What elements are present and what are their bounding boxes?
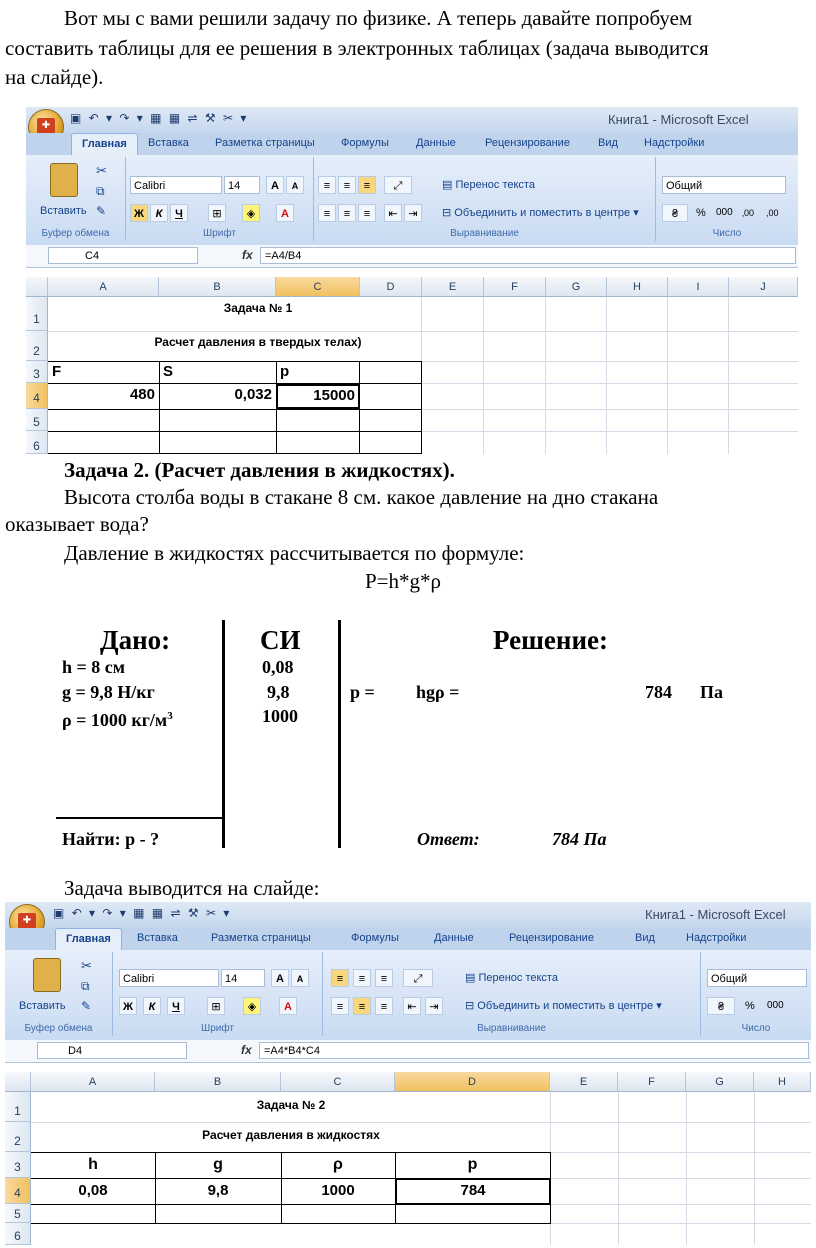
- underline-button[interactable]: Ч: [170, 204, 188, 222]
- italic-button-2[interactable]: К: [143, 997, 161, 1015]
- wrap-text-label: Перенос текста: [455, 179, 535, 191]
- orientation-icon-2[interactable]: ⤢: [403, 969, 433, 987]
- wrap-text-icon: ▤: [442, 179, 456, 191]
- grow-font-button-2[interactable]: A: [271, 969, 289, 987]
- shrink-font-button[interactable]: A: [286, 176, 304, 194]
- align-middle-icon-2[interactable]: ≡: [353, 969, 371, 987]
- sheet2-value-a4[interactable]: 0,08: [78, 1182, 108, 1199]
- row2-header-2[interactable]: 2: [5, 1122, 31, 1152]
- si-h: 0,08: [262, 657, 294, 677]
- increase-indent-icon[interactable]: ⇥: [404, 204, 422, 222]
- fill-color-icon-2[interactable]: ◈: [243, 997, 261, 1015]
- sheet1-value-c4[interactable]: 15000: [276, 384, 360, 409]
- name-box-2[interactable]: D4: [37, 1042, 187, 1059]
- formula-input[interactable]: =A4/B4: [260, 247, 796, 264]
- tab-addins-2[interactable]: Надстройки: [686, 932, 747, 944]
- currency-icon-2[interactable]: ₴: [707, 997, 735, 1015]
- row-header-2[interactable]: 2: [26, 331, 48, 361]
- tab-insert-2[interactable]: Вставка: [137, 932, 178, 944]
- task2-heading: Задача 2. (Расчет давления в жидкостях).: [64, 458, 455, 482]
- row-header-3[interactable]: 3: [26, 361, 48, 383]
- percent-button[interactable]: %: [696, 207, 706, 219]
- sheet1-value-a4[interactable]: 480: [129, 386, 155, 403]
- decrease-indent-icon[interactable]: ⇤: [384, 204, 402, 222]
- borders-icon-2[interactable]: ⊞: [207, 997, 225, 1015]
- tab-view[interactable]: Вид: [598, 137, 618, 149]
- orientation-icon[interactable]: ⤢: [384, 176, 412, 194]
- font-group: [126, 157, 314, 241]
- intro-line-3: на слайде).: [5, 65, 104, 89]
- si-rho: 1000: [262, 706, 298, 726]
- p-formula: hgρ =: [416, 682, 460, 702]
- col2-header-g[interactable]: G: [686, 1072, 754, 1092]
- group-label-number: Число: [712, 228, 742, 239]
- increase-decimal-button[interactable]: ‚00: [742, 208, 755, 218]
- tab-data[interactable]: Данные: [416, 137, 456, 149]
- align-bottom-icon[interactable]: ≡: [358, 176, 376, 194]
- tab-page-layout[interactable]: Разметка страницы: [215, 137, 315, 149]
- wrap-text-button-2[interactable]: [465, 968, 558, 988]
- tab-formulas[interactable]: Формулы: [341, 137, 389, 149]
- merge-icon-2: ⊟: [465, 1000, 478, 1012]
- grow-font-button[interactable]: A: [266, 176, 284, 194]
- col-header-c[interactable]: C: [276, 277, 360, 297]
- si-g: 9,8: [267, 682, 290, 702]
- row2-header-5[interactable]: 5: [5, 1204, 31, 1223]
- excel-screenshot-2: [5, 902, 811, 1245]
- col2-header-h[interactable]: H: [754, 1072, 811, 1092]
- col2-header-b[interactable]: B: [155, 1072, 281, 1092]
- align-bottom-icon-2[interactable]: ≡: [375, 969, 393, 987]
- decrease-decimal-button[interactable]: ,00: [766, 208, 779, 218]
- tab-view-2[interactable]: Вид: [635, 932, 655, 944]
- task2-text-2: оказывает вода?: [5, 512, 149, 536]
- align-center-icon[interactable]: ≡: [338, 204, 356, 222]
- merge-center-label-2: Объединить и поместить в центре: [477, 1000, 654, 1012]
- given-h: h = 8 см: [62, 657, 126, 677]
- tab-review[interactable]: Рецензирование: [485, 137, 570, 149]
- sheet-grid[interactable]: [48, 297, 798, 454]
- col2-header-c[interactable]: C: [281, 1072, 395, 1092]
- row2-header-1[interactable]: 1: [5, 1092, 31, 1122]
- sheet2-subtitle[interactable]: Расчет давления в жидкостях: [202, 1128, 380, 1142]
- ribbon-tabs-2: [5, 928, 811, 950]
- row2-header-6[interactable]: 6: [5, 1223, 31, 1245]
- shrink-font-button-2[interactable]: A: [291, 969, 309, 987]
- row-header-5[interactable]: 5: [26, 409, 48, 431]
- p-label: p =: [350, 682, 375, 702]
- si-divider: [338, 620, 341, 848]
- title-bar-2: [5, 902, 811, 928]
- si-header: СИ: [260, 625, 301, 655]
- tab-addins[interactable]: Надстройки: [644, 137, 705, 149]
- p-value: 784: [645, 682, 672, 702]
- ribbon-tabs: [26, 133, 798, 155]
- tab-home[interactable]: Главная: [71, 133, 138, 155]
- col-header-i[interactable]: I: [668, 277, 729, 297]
- sheet2-value-b4[interactable]: 9,8: [207, 1182, 229, 1199]
- col2-header-f[interactable]: F: [618, 1072, 686, 1092]
- number-group-2: [701, 952, 811, 1036]
- currency-icon[interactable]: ₴: [662, 204, 688, 222]
- thousands-button[interactable]: 000: [716, 207, 733, 218]
- wrap-text-icon-2: ▤: [465, 972, 479, 984]
- given-rho-text: ρ = 1000 кг/м: [62, 710, 168, 730]
- italic-button[interactable]: К: [150, 204, 168, 222]
- thousands-button-2[interactable]: 000: [767, 1000, 784, 1011]
- formula-intro: Давление в жидкостях рассчитывается по формуле:: [64, 541, 525, 565]
- cut-icon-2[interactable]: ✂: [81, 958, 92, 973]
- sheet2-header-rho[interactable]: ρ: [333, 1156, 343, 1173]
- tab-data-2[interactable]: Данные: [434, 932, 474, 944]
- sheet1-header-s[interactable]: S: [163, 363, 174, 380]
- intro-line-2: составить таблицы для ее решения в электронных таблицах (задача выводится: [5, 36, 709, 60]
- given-g: g = 9,8 Н/кг: [62, 682, 155, 702]
- quick-access-toolbar[interactable]: ▣ ↶ ▾ ↷ ▾ ▦ ▦ ⇌ ⚒ ✂ ▾: [70, 111, 249, 125]
- align-left-icon[interactable]: ≡: [318, 204, 336, 222]
- font-color-icon-2[interactable]: A: [279, 997, 297, 1015]
- cube-superscript: 3: [167, 710, 173, 722]
- group-label-clipboard-2: Буфер обмена: [24, 1023, 93, 1034]
- row2-header-4[interactable]: 4: [5, 1178, 31, 1204]
- tab-insert[interactable]: Вставка: [148, 137, 189, 149]
- align-right-icon-2[interactable]: ≡: [375, 997, 393, 1015]
- group-label-alignment: Выравнивание: [450, 228, 519, 239]
- sheet-grid-2[interactable]: [31, 1092, 811, 1245]
- col-header-a[interactable]: A: [48, 277, 159, 297]
- align-top-icon[interactable]: ≡: [318, 176, 336, 194]
- find-divider: [56, 817, 224, 819]
- number-group: [656, 157, 798, 241]
- sheet1-header-f[interactable]: F: [52, 363, 62, 380]
- col-header-b[interactable]: B: [159, 277, 276, 297]
- sheet1-title[interactable]: Задача № 1: [223, 301, 293, 315]
- select-all-corner-2[interactable]: [5, 1072, 31, 1092]
- sheet1-subtitle[interactable]: Расчет давления в твердых телах): [154, 335, 362, 349]
- number-format-select[interactable]: Общий: [662, 176, 786, 194]
- clipboard-group: [26, 157, 126, 241]
- ribbon-2: [5, 950, 811, 1041]
- solution-header: Решение:: [493, 625, 608, 655]
- paste-icon[interactable]: [50, 163, 78, 197]
- wrap-text-button[interactable]: [442, 175, 535, 195]
- given-divider: [222, 620, 225, 848]
- formula-bar-2: [5, 1040, 811, 1063]
- font-color-icon[interactable]: A: [276, 204, 294, 222]
- tab-review-2[interactable]: Рецензирование: [509, 932, 594, 944]
- row-header-6[interactable]: 6: [26, 431, 48, 454]
- col-header-f[interactable]: F: [484, 277, 546, 297]
- col-header-g[interactable]: G: [546, 277, 607, 297]
- merge-center-button[interactable]: ⊟ Объединить и поместить в центре ▾: [442, 207, 639, 219]
- group-label-font-2: Шрифт: [201, 1023, 234, 1034]
- p-unit: Па: [700, 682, 724, 702]
- row-header-1[interactable]: 1: [26, 297, 48, 331]
- window-title: Книга1 - Microsoft Excel: [608, 112, 749, 127]
- sheet2-value-c4[interactable]: 1000: [321, 1182, 355, 1199]
- paste-icon-2[interactable]: [33, 958, 61, 992]
- increase-indent-icon-2[interactable]: ⇥: [425, 997, 443, 1015]
- copy-icon[interactable]: ⧉: [96, 184, 105, 198]
- office-button[interactable]: ✚: [28, 109, 64, 145]
- paste-button-2[interactable]: Вставить: [19, 1000, 66, 1012]
- align-middle-icon[interactable]: ≡: [338, 176, 356, 194]
- underline-button-2[interactable]: Ч: [167, 997, 185, 1015]
- merge-icon: ⊟: [442, 207, 455, 219]
- wrap-text-label-2: Перенос текста: [478, 972, 558, 984]
- alignment-group: [314, 157, 656, 241]
- font-name-select-2[interactable]: Calibri: [119, 969, 219, 987]
- task2-text-1: Высота столба воды в стакане 8 см. какое давление на дно стакана: [64, 485, 659, 509]
- clipboard-group-2: [5, 952, 113, 1036]
- fx-icon-2[interactable]: fx: [241, 1043, 252, 1057]
- name-box[interactable]: C4: [48, 247, 198, 264]
- sheet2-title[interactable]: Задача № 2: [256, 1098, 326, 1112]
- sheet2-header-h[interactable]: h: [88, 1156, 98, 1173]
- merge-center-button-2[interactable]: ⊟ Объединить и поместить в центре ▾: [465, 1000, 662, 1012]
- decrease-indent-icon-2[interactable]: ⇤: [403, 997, 421, 1015]
- fx-icon[interactable]: fx: [242, 248, 253, 262]
- intro-line-1: Вот мы с вами решили задачу по физике. А теперь давайте попробуем: [64, 6, 693, 30]
- font-name-select[interactable]: Calibri: [130, 176, 222, 194]
- sheet2-header-p[interactable]: p: [467, 1156, 478, 1173]
- quick-access-toolbar-2[interactable]: ▣ ↶ ▾ ↷ ▾ ▦ ▦ ⇌ ⚒ ✂ ▾: [53, 906, 232, 920]
- bold-button[interactable]: Ж: [130, 204, 148, 222]
- window-title-2: Книга1 - Microsoft Excel: [645, 907, 786, 922]
- group-label-number-2: Число: [741, 1023, 771, 1034]
- row2-header-3[interactable]: 3: [5, 1152, 31, 1178]
- percent-button-2[interactable]: %: [745, 1000, 755, 1012]
- slide-note: Задача выводится на слайде:: [64, 876, 320, 900]
- answer-label: Ответ:: [417, 829, 480, 849]
- font-group-2: [113, 952, 323, 1036]
- answer-value: 784 Па: [552, 829, 607, 849]
- sheet2-header-g[interactable]: g: [213, 1156, 223, 1173]
- sheet1-value-b4[interactable]: 0,032: [234, 386, 272, 403]
- align-right-icon[interactable]: ≡: [358, 204, 376, 222]
- office-button-2[interactable]: ✚: [9, 904, 45, 940]
- sheet1-header-p[interactable]: p: [280, 363, 290, 380]
- bold-button-2[interactable]: Ж: [119, 997, 137, 1015]
- group-label-clipboard: Буфер обмена: [41, 228, 110, 239]
- tab-formulas-2[interactable]: Формулы: [351, 932, 399, 944]
- select-all-corner[interactable]: [26, 277, 48, 297]
- group-label-alignment-2: Выравнивание: [477, 1023, 546, 1034]
- col2-header-e[interactable]: E: [550, 1072, 618, 1092]
- given-header: Дано:: [100, 625, 171, 655]
- paste-button[interactable]: Вставить: [40, 205, 87, 217]
- format-painter-icon-2[interactable]: ✎: [81, 999, 92, 1013]
- tab-page-layout-2[interactable]: Разметка страницы: [211, 932, 311, 944]
- alignment-group-2: [323, 952, 701, 1036]
- fill-color-icon[interactable]: ◈: [242, 204, 260, 222]
- given-rho: [62, 705, 173, 731]
- pressure-formula: P=h*g*ρ: [365, 569, 442, 593]
- row-header-4[interactable]: 4: [26, 383, 48, 409]
- excel-screenshot-1: [26, 107, 798, 454]
- number-format-select-2[interactable]: Общий: [707, 969, 807, 987]
- col-header-j[interactable]: J: [729, 277, 798, 297]
- formula-bar: [26, 245, 798, 268]
- merge-center-label: Объединить и поместить в центре: [454, 207, 631, 219]
- copy-icon-2[interactable]: ⧉: [81, 979, 90, 993]
- font-size-select[interactable]: 14: [224, 176, 260, 194]
- col-header-h[interactable]: H: [607, 277, 668, 297]
- borders-icon[interactable]: ⊞: [208, 204, 226, 222]
- font-size-select-2[interactable]: 14: [221, 969, 265, 987]
- find-text: Найти: p - ?: [62, 829, 160, 849]
- col2-header-d[interactable]: D: [395, 1072, 550, 1092]
- title-bar: [26, 107, 798, 133]
- ribbon: [26, 155, 798, 246]
- group-label-font: Шрифт: [203, 228, 236, 239]
- col-header-e[interactable]: E: [422, 277, 484, 297]
- align-center-icon-2[interactable]: ≡: [353, 997, 371, 1015]
- align-left-icon-2[interactable]: ≡: [331, 997, 349, 1015]
- col2-header-a[interactable]: A: [31, 1072, 155, 1092]
- cut-icon[interactable]: ✂: [96, 163, 107, 178]
- sheet2-value-d4[interactable]: 784: [395, 1178, 551, 1205]
- col-header-d[interactable]: D: [360, 277, 422, 297]
- format-painter-icon[interactable]: ✎: [96, 204, 107, 218]
- tab-home-2[interactable]: Главная: [55, 928, 122, 950]
- formula-input-2[interactable]: =A4*B4*C4: [259, 1042, 809, 1059]
- align-top-icon-2[interactable]: ≡: [331, 969, 349, 987]
